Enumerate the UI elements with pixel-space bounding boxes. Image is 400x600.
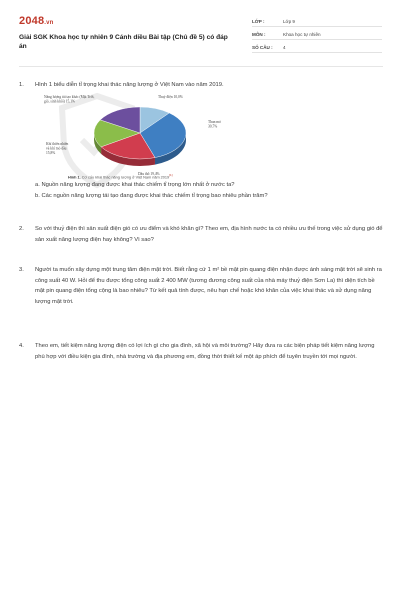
question-4 bbox=[19, 341, 383, 362]
question-3 bbox=[19, 265, 383, 307]
question-number: 2. bbox=[19, 226, 24, 232]
meta-key: LỚP : bbox=[252, 19, 265, 24]
question-text: Theo em, tiết kiệm năng lượng điện có lợi ích gì cho gia đình, xã hội và môi trường? Hãy đưa ra các biện pháp tiết kiệm năng lượng phù hợp với điều kiện gia đình, nhà trường và địa phương em, đồng thời thiết kế một áp phích để tuyên truyền tới mọi người. bbox=[35, 343, 375, 360]
meta-row-grade bbox=[252, 14, 382, 27]
question-1-subs bbox=[19, 180, 383, 201]
question-number: 3. bbox=[19, 267, 24, 273]
question-text: Người ta muốn xây dựng một trung tâm điện mặt trời. Biết rằng cứ 1 m² bề mặt pin quang điện nhận được ánh sáng mặt trời sẽ sinh ra công suất 40 W. Hỏi để thu được tổng công suất 2 400 MW (tương đương công suất của nhà máy thuỷ điện Sơn La) thì diện tích bề mặt pin quang điện tổng cộng là bao nhiêu? Từ kết quả tính được, nêu hạn chế hoặc khó khăn của việc khai thác và sử dụng năng lượng mặt trời. bbox=[35, 267, 382, 305]
question-text: So với thuỷ điện thì sản xuất điện gió có ưu điểm và khó khăn gì? Theo em, địa hình nước ta có nhiều ưu thế trong việc sử dụng gió để sản xuất năng lượng điện hay không? Vì sao? bbox=[35, 226, 383, 243]
energy-pie-chart bbox=[40, 93, 240, 183]
question-text: Hình 1 biểu diễn tỉ trọng khai thác năng lượng ở Việt Nam vào năm 2019. bbox=[35, 82, 224, 88]
meta-row-question-count bbox=[252, 40, 382, 53]
pie-slice-label-line: Dầu thô 19,4% bbox=[138, 172, 160, 176]
pie-slice-label-line: Than mỏ bbox=[208, 120, 221, 124]
pie-slice-label-line: Khí thiên nhiên bbox=[46, 142, 69, 146]
header-divider bbox=[19, 66, 383, 67]
meta-row-subject bbox=[252, 27, 382, 40]
meta-key: SỐ CÂU : bbox=[252, 45, 273, 50]
question-number: 4. bbox=[19, 343, 24, 349]
pie-slice-label-line: và khí mỏ dầu bbox=[46, 146, 67, 151]
caption-bold: Hình 1. bbox=[68, 175, 81, 180]
chart-caption bbox=[68, 173, 172, 179]
meta-value: Khoa học tự nhiên bbox=[283, 32, 321, 37]
meta-key: MÔN : bbox=[252, 32, 266, 37]
question-1 bbox=[19, 80, 383, 91]
meta-value: Lớp 9 bbox=[283, 19, 295, 24]
question-2 bbox=[19, 224, 383, 245]
meta-value: 4 bbox=[283, 45, 286, 50]
pie-chart-svg bbox=[40, 93, 240, 183]
pie-slice-label-line: Năng lượng tái tạo khác (Mặt Trời, bbox=[44, 95, 95, 99]
document-meta bbox=[252, 14, 382, 53]
logo-text: 2048 bbox=[19, 15, 45, 27]
caption-text: Cơ cấu khai thác năng lượng ở Việt Nam năm 2019 bbox=[80, 175, 170, 180]
sub-question-a: a. Nguồn năng lượng đang được khai thác chiếm tỉ trọng lớn nhất ở nước ta? bbox=[35, 182, 235, 188]
document-title: Giải SGK Khoa học tự nhiên 9 Cánh diều Bài tập (Chủ đề 5) có đáp án bbox=[19, 34, 228, 50]
pie-slice-label-3 bbox=[46, 142, 69, 156]
pie-slice-label-line: Thuỷ điện 10,0% bbox=[158, 95, 183, 99]
caption-reference: [1] bbox=[169, 173, 173, 177]
pie-slice-label-4 bbox=[44, 95, 94, 104]
logo-suffix: .vn bbox=[44, 20, 54, 26]
pie-slice-label-0 bbox=[158, 95, 183, 100]
pie-slice-label-line: 30,7% bbox=[208, 124, 218, 129]
sub-question-b: b. Các nguồn năng lượng tái tạo đang được khai thác chiếm tỉ trọng bao nhiêu phần trăm? bbox=[35, 192, 268, 199]
pie-slice-label-line: gió, sinh khối) 15,1% bbox=[44, 99, 76, 104]
question-number: 1. bbox=[19, 82, 24, 88]
pie-slice-label-line: 15,8% bbox=[46, 150, 56, 155]
pie-slice-label-1 bbox=[208, 120, 221, 129]
site-logo[interactable] bbox=[19, 15, 54, 27]
